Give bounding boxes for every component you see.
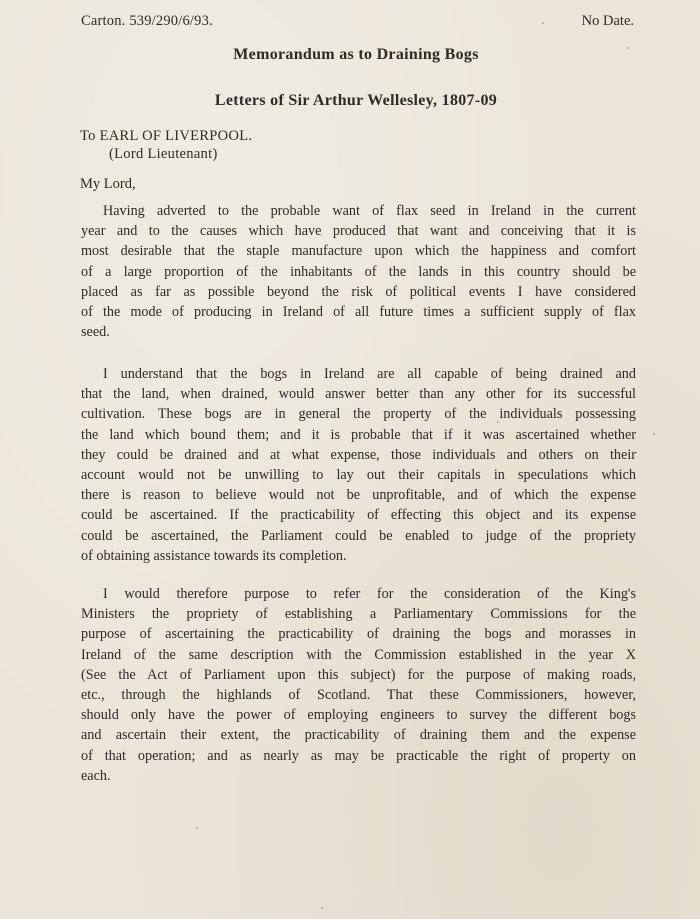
paragraph-line: each. xyxy=(81,767,111,784)
paper-speck xyxy=(653,433,655,435)
paragraph-line: (See the Act of Parliament upon this subject) for the purpose of making roads, xyxy=(81,666,636,683)
paragraph-line: of a large proportion of the inhabitants of the lands in this country should be xyxy=(81,263,636,280)
document-title: Memorandum as to Draining Bogs xyxy=(233,46,479,63)
paragraph-line: etc., through the highlands of Scotland. That these Commissioners, however, xyxy=(81,686,636,703)
paragraph-line: they could be drained and at what expense, those individuals and others on their xyxy=(81,446,636,463)
paragraph-line: should only have the power of employing engineers to survey the different bogs xyxy=(81,707,636,724)
paragraph-line: account would not be unwilling to lay out their capitals in speculations which xyxy=(81,466,636,483)
paragraph-line: most desirable that the staple manufacture upon which the happiness and comfort xyxy=(81,243,636,260)
paragraph-line: placed as far as possible beyond the risk of political events I have considered xyxy=(81,283,636,300)
paragraph-line: cultivation. These bogs are in general the property of the individuals possessing xyxy=(81,406,636,423)
paragraph-line: of the mode of producing in Ireland of all future times a sufficient supply of flax xyxy=(81,303,636,320)
document-subtitle: Letters of Sir Arthur Wellesley, 1807-09 xyxy=(214,92,498,109)
paragraph-2 xyxy=(81,364,636,566)
paragraph-line: that the land, when drained, would answer better than any other for its successful xyxy=(81,386,636,403)
paper-speck xyxy=(321,907,323,909)
salutation: My Lord, xyxy=(80,176,136,192)
addressee-title: (Lord Lieutenant) xyxy=(109,146,218,162)
paragraph-line: purpose of ascertaining the practicability of draining the bogs and morasses in xyxy=(81,626,636,643)
paragraph-line: the land which bound them; and it is probable that if it was ascertained whether xyxy=(81,426,636,443)
paragraph-3 xyxy=(81,584,636,786)
paper-speck xyxy=(497,421,499,423)
paragraph-line: could be ascertained, the Parliament could be enabled to judge of the propriety xyxy=(81,527,636,544)
paper-speck xyxy=(542,22,544,24)
carton-reference: Carton. 539/290/6/93. xyxy=(81,13,213,29)
paragraph-line: there is reason to believe would not be unprofitable, and of which the expense xyxy=(81,487,636,504)
paper-speck xyxy=(627,47,629,49)
paragraph-line: Ireland of the same description with the Commission established in the year X xyxy=(81,646,636,663)
paragraph-line: year and to the causes which have produced that want and conceiving that it is xyxy=(81,223,636,240)
paragraph-line: could be ascertained. If the practicability of effecting this object and its expense xyxy=(81,507,636,524)
addressee-line: To EARL OF LIVERPOOL. xyxy=(80,128,253,144)
paragraph-line: seed. xyxy=(81,324,110,341)
document-date: No Date. xyxy=(581,13,634,29)
paragraph-line: I understand that the bogs in Ireland are all capable of being drained and xyxy=(103,366,636,382)
paragraph-line: Having adverted to the probable want of flax seed in Ireland in the current xyxy=(103,203,636,219)
paragraph-line: Ministers the propriety of establishing a Parliamentary Commissions for the xyxy=(81,606,636,623)
paragraph-line: of obtaining assistance towards its completion. xyxy=(81,547,347,564)
paragraph-line: and ascertain their extent, the practicability of draining them and the expense xyxy=(81,727,636,744)
paragraph-line: I would therefore purpose to refer for the consideration of the King's xyxy=(103,586,636,602)
paper-speck xyxy=(196,827,198,829)
paragraph-1 xyxy=(81,201,636,342)
paragraph-line: of that operation; and as nearly as may be practicable the right of property on xyxy=(81,747,636,764)
